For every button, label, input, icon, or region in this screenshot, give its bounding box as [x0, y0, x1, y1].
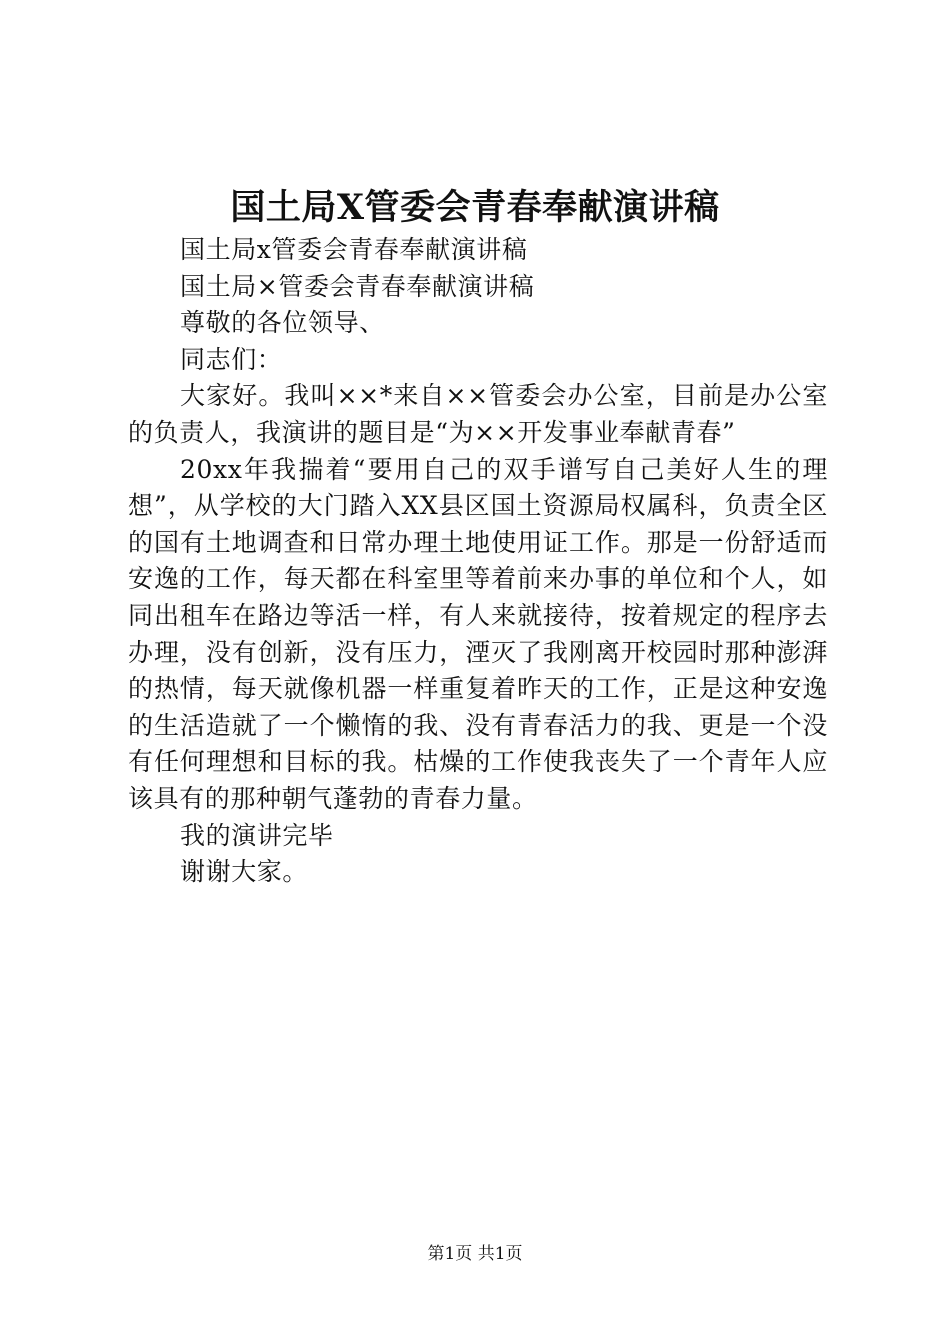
body-paragraph: 国土局x管委会青春奉献演讲稿	[180, 235, 528, 264]
closing-line: 谢谢大家。	[180, 857, 309, 887]
document-body	[128, 232, 828, 891]
body-paragraph: 大家好。我叫××*来自××管委会办公室，目前是办公室的负责人，我演讲的题目是“为××开发事业奉献青春”	[128, 381, 828, 447]
salutation: 尊敬的各位领导、	[180, 308, 385, 338]
closing-line: 我的演讲完毕	[180, 820, 334, 850]
page-number-footer: 第1页 共1页	[427, 1244, 523, 1264]
salutation: 同志们：	[180, 344, 283, 374]
document-title: 国土局X管委会青春奉献演讲稿	[230, 187, 720, 228]
body-paragraph: 国土局×管委会青春奉献演讲稿	[180, 271, 535, 301]
body-paragraph: 20xx年我揣着“要用自己的双手谱写自己美好人生的理想”，从学校的大门踏入XX县区国土资源局权属科，负责全区的国有土地调查和日常办理土地使用证工作。那是一份舒适而安逸的工作，每天都在科室里等着前来办事的单位和个人，如同出租车在路边等活一样，有人来就接待，按着规定的程序去办理，没有创新，没有压力，湮灭了我刚离开校园时那种澎湃的热情，每天就像机器一样重复着昨天的工作，正是这种安逸的生活造就了一个懒惰的我、没有青春活力的我、更是一个没有任何理想和目标的我。枯燥的工作使我丧失了一个青年人应该具有的那种朝气蓬勃的青春力量。	[128, 454, 828, 813]
